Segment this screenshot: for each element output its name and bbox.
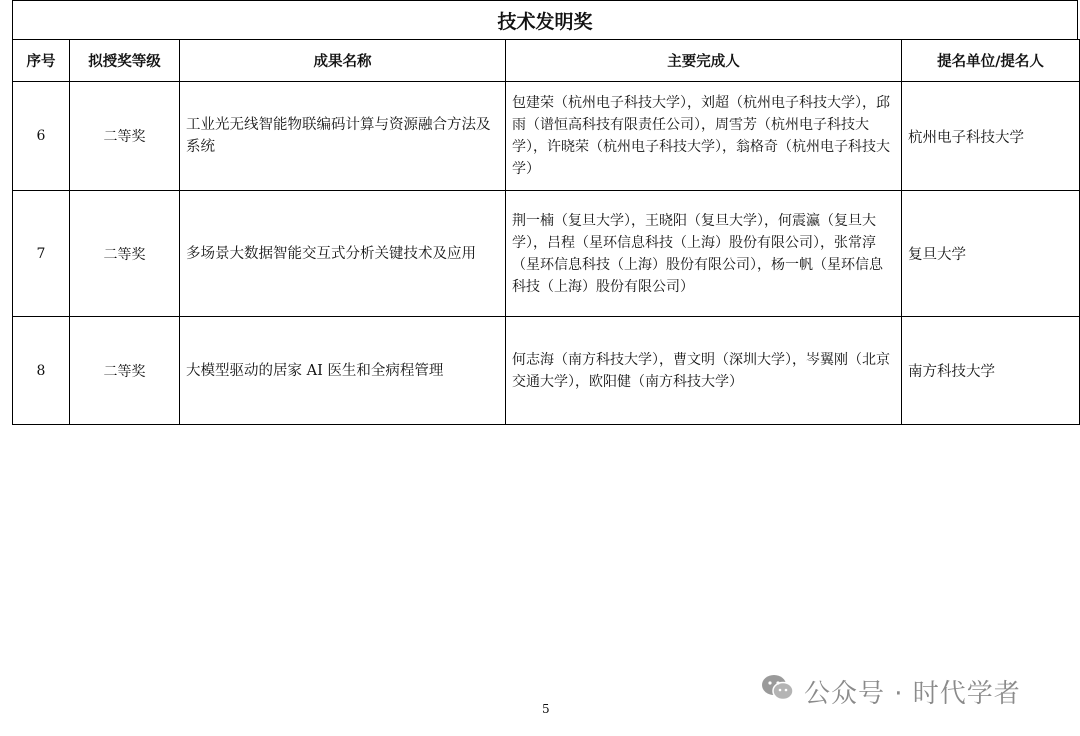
row-number: 7 [13,191,70,317]
row-number: 6 [13,82,70,191]
nominator: 南方科技大学 [902,317,1080,425]
main-contributors: 荆一楠（复旦大学），王晓阳（复旦大学），何震瀛（复旦大学），吕程（星环信息科技（上海）股份有限公司），张常淳（星环信息科技（上海）股份有限公司），杨一帆（星环信息科技（上海）股份有限公司） [506,191,902,317]
watermark-text: 公众号 · 时代学者 [804,678,1021,709]
award-table [12,39,1080,425]
table-row [13,82,1080,191]
column-header-no: 序号 [13,40,70,82]
table-row [13,191,1080,317]
table-row [13,317,1080,425]
nominator: 复旦大学 [902,191,1080,317]
main-contributors: 何志海（南方科技大学），曹文明（深圳大学），岑翼刚（北京交通大学），欧阳健（南方科技大学） [506,317,902,425]
table-title: 技术发明奖 [12,0,1078,39]
nominator: 杭州电子科技大学 [902,82,1080,191]
table-header-row [13,40,1080,82]
column-header-name: 成果名称 [180,40,506,82]
main-contributors: 包建荣（杭州电子科技大学），刘超（杭州电子科技大学），邱雨（谱恒高科技有限责任公司），周雪芳（杭州电子科技大学），许晓荣（杭州电子科技大学），翁格奇（杭州电子科技大学） [506,82,902,191]
wechat-icon [760,673,804,710]
column-header-nominator: 提名单位/提名人 [902,40,1080,82]
watermark [760,673,1021,709]
page-number: 5 [542,702,550,716]
award-level: 二等奖 [70,317,180,425]
achievement-name: 工业光无线智能物联编码计算与资源融合方法及系统 [180,82,506,191]
achievement-name: 大模型驱动的居家 AI 医生和全病程管理 [180,317,506,425]
achievement-name: 多场景大数据智能交互式分析关键技术及应用 [180,191,506,317]
award-level: 二等奖 [70,82,180,191]
column-header-people: 主要完成人 [506,40,902,82]
column-header-level: 拟授奖等级 [70,40,180,82]
award-level: 二等奖 [70,191,180,317]
row-number: 8 [13,317,70,425]
